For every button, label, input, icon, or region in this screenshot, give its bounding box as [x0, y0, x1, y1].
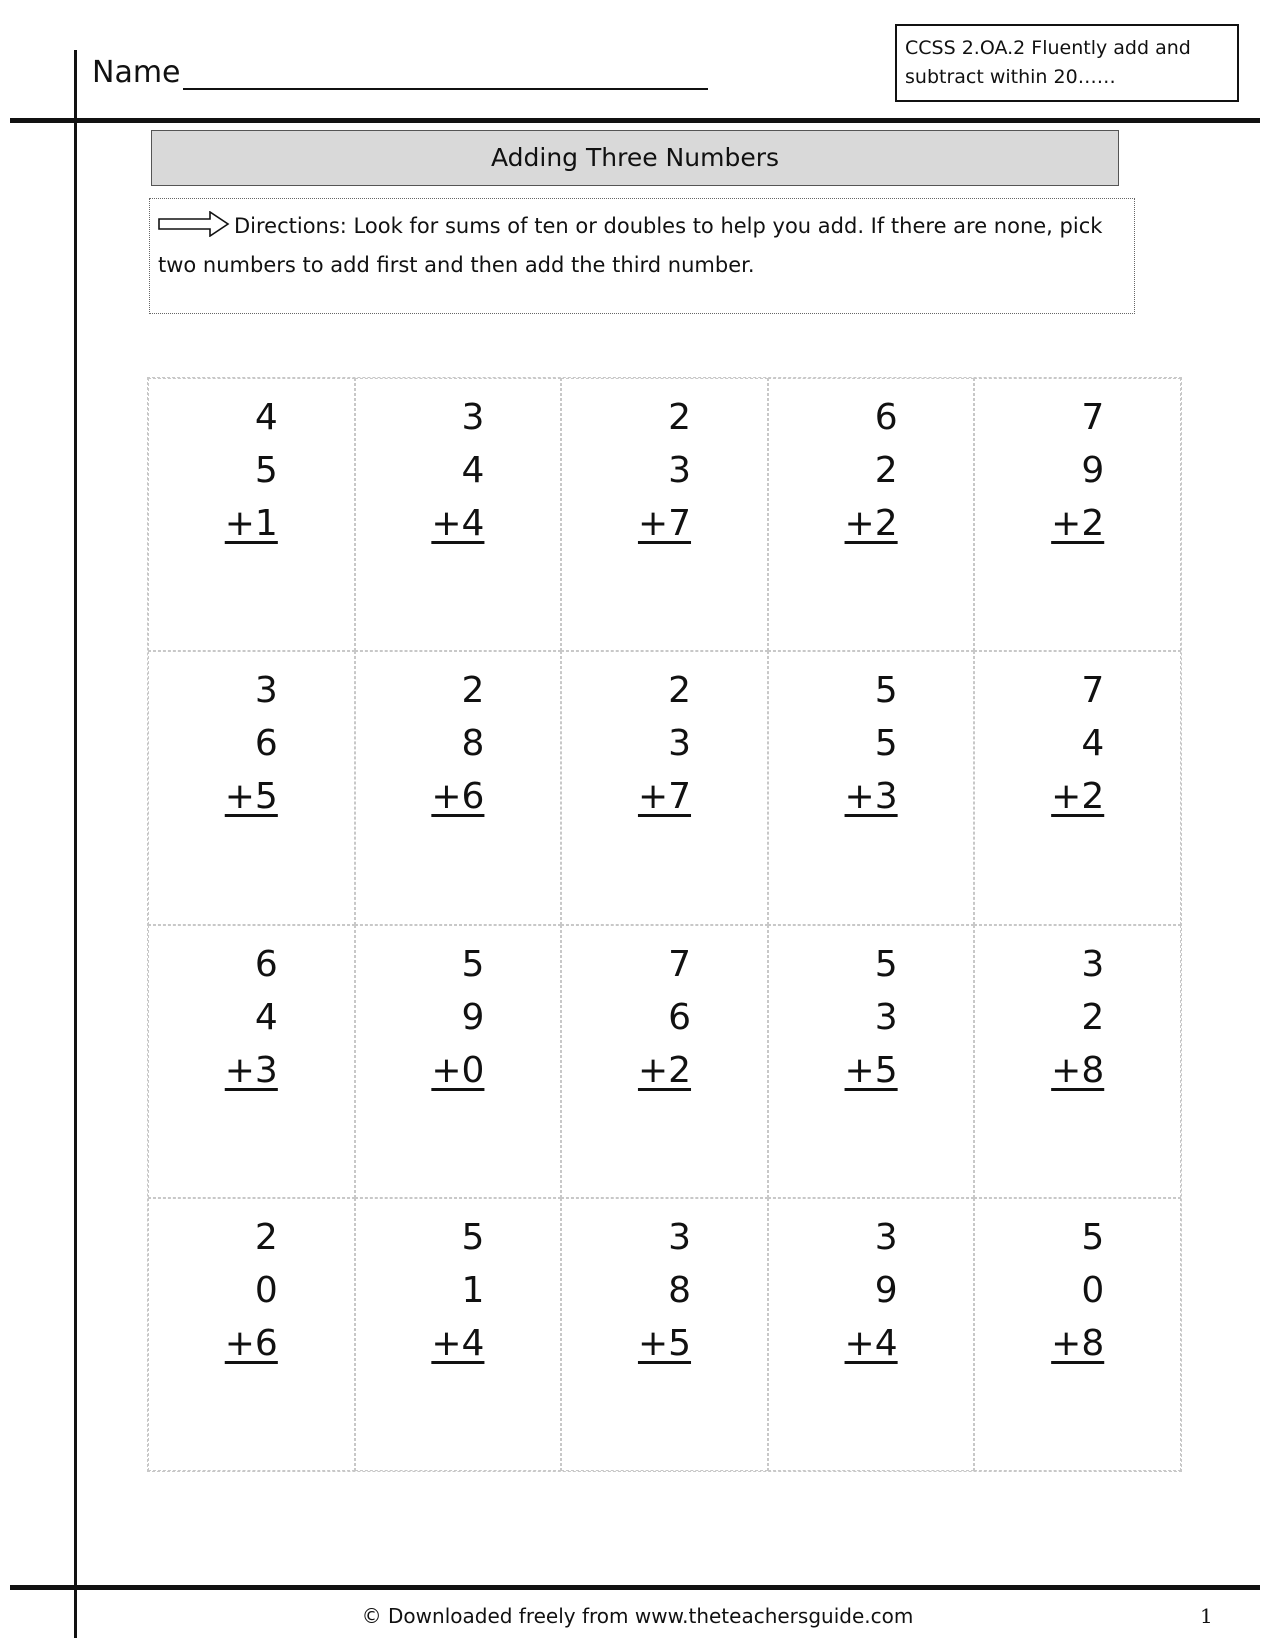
- second-addend: 3: [668, 723, 692, 765]
- problem-cell: [768, 925, 975, 1198]
- problem-cell: [974, 1198, 1181, 1471]
- first-addend: 2: [668, 670, 692, 712]
- name-label: Name: [92, 55, 181, 90]
- first-addend: 3: [1081, 943, 1105, 985]
- third-addend: +2: [1051, 503, 1105, 544]
- first-addend: 3: [254, 670, 278, 712]
- third-addend: +4: [431, 1322, 485, 1364]
- second-addend: 8: [668, 1269, 692, 1311]
- second-addend: 2: [1081, 996, 1105, 1038]
- first-addend: 7: [1081, 397, 1105, 438]
- first-addend: 5: [461, 1216, 485, 1258]
- problem-cell: [148, 1198, 355, 1471]
- addition-problem: [1051, 938, 1104, 1097]
- problem-cell: [355, 378, 562, 651]
- footer-credit: © Downloaded freely from www.theteachersguide.com: [361, 1604, 914, 1628]
- problem-cell: [355, 1198, 562, 1471]
- addition-problem: [638, 664, 691, 823]
- second-addend: 9: [1081, 450, 1105, 491]
- second-addend: 4: [254, 996, 278, 1038]
- third-addend: +2: [637, 1049, 692, 1091]
- third-addend: +5: [637, 1322, 692, 1364]
- problem-cell: [148, 925, 355, 1198]
- addition-problem: [845, 391, 898, 550]
- first-addend: 2: [668, 397, 692, 438]
- addition-problem: [638, 1211, 691, 1370]
- addition-problem: [431, 391, 484, 550]
- second-addend: 5: [254, 450, 278, 491]
- first-addend: 2: [461, 670, 485, 712]
- second-addend: 6: [254, 723, 278, 765]
- third-addend: +5: [224, 776, 278, 818]
- problem-cell: [561, 651, 768, 924]
- addition-problem: [1051, 1211, 1104, 1370]
- addition-problem: [845, 1211, 898, 1370]
- second-addend: 5: [874, 723, 898, 765]
- problem-cell: [974, 378, 1181, 651]
- problem-cell: [355, 651, 562, 924]
- third-addend: +4: [844, 1322, 898, 1364]
- first-addend: 2: [254, 1216, 278, 1258]
- second-addend: 4: [1081, 723, 1105, 765]
- first-addend: 3: [668, 1216, 692, 1258]
- third-addend: +1: [224, 503, 278, 544]
- problem-cell: [561, 1198, 768, 1471]
- second-addend: 0: [254, 1269, 278, 1311]
- second-addend: 4: [461, 450, 485, 491]
- addition-problem: [431, 1211, 484, 1370]
- first-addend: 6: [874, 397, 898, 438]
- problem-cell: [768, 651, 975, 924]
- third-addend: +8: [1051, 1049, 1105, 1091]
- addition-problem: [845, 938, 898, 1097]
- addition-problem: [225, 664, 278, 823]
- addition-problem: [225, 1211, 278, 1370]
- problem-cell: [148, 378, 355, 651]
- arrow-icon: [158, 211, 230, 248]
- first-addend: 3: [461, 397, 485, 438]
- addition-problem: [638, 938, 691, 1097]
- addition-problem: [225, 938, 278, 1097]
- addition-problem: [225, 391, 278, 550]
- problem-cell: [148, 651, 355, 924]
- third-addend: +7: [637, 503, 692, 544]
- second-addend: 0: [1081, 1269, 1105, 1311]
- problem-cell: [974, 925, 1181, 1198]
- addition-problem: [431, 938, 484, 1097]
- first-addend: 5: [874, 943, 898, 985]
- third-addend: +2: [1051, 776, 1105, 818]
- name-field: [92, 55, 708, 90]
- addition-problem: [638, 391, 691, 550]
- first-addend: 3: [874, 1216, 898, 1258]
- second-addend: 6: [668, 996, 692, 1038]
- problem-cell: [768, 378, 975, 651]
- header-rule: [10, 118, 1260, 123]
- addition-problem: [845, 664, 898, 823]
- third-addend: +6: [224, 1322, 278, 1364]
- first-addend: 6: [254, 943, 278, 985]
- problem-cell: [974, 651, 1181, 924]
- second-addend: 9: [461, 996, 485, 1038]
- third-addend: +5: [844, 1049, 898, 1091]
- first-addend: 4: [254, 397, 278, 438]
- first-addend: 7: [1081, 670, 1105, 712]
- standard-box: CCSS 2.OA.2 Fluently add and subtract within 20……: [895, 24, 1239, 102]
- directions-text: Directions: Look for sums of ten or doubles to help you add. If there are none, pick two numbers to add first and then add the third number.: [158, 214, 1103, 277]
- problem-cell: [355, 925, 562, 1198]
- second-addend: 9: [874, 1269, 898, 1311]
- addition-problem: [1051, 391, 1104, 550]
- page-number: 1: [1200, 1604, 1213, 1628]
- first-addend: 7: [668, 943, 692, 985]
- problem-grid: [147, 377, 1182, 1472]
- third-addend: +7: [637, 776, 692, 818]
- second-addend: 3: [668, 450, 692, 491]
- second-addend: 8: [461, 723, 485, 765]
- worksheet-title: Adding Three Numbers: [151, 130, 1119, 186]
- second-addend: 1: [461, 1269, 485, 1311]
- first-addend: 5: [1081, 1216, 1105, 1258]
- third-addend: +3: [844, 776, 898, 818]
- name-blank-line: [183, 58, 708, 90]
- addition-problem: [431, 664, 484, 823]
- second-addend: 3: [874, 996, 898, 1038]
- addition-problem: [1051, 664, 1104, 823]
- directions-box: [149, 198, 1135, 314]
- first-addend: 5: [461, 943, 485, 985]
- problem-cell: [561, 925, 768, 1198]
- problem-cell: [561, 378, 768, 651]
- third-addend: +3: [224, 1049, 278, 1091]
- third-addend: +6: [431, 776, 485, 818]
- third-addend: +4: [431, 503, 485, 544]
- third-addend: +8: [1051, 1322, 1105, 1364]
- third-addend: +0: [431, 1049, 485, 1091]
- footer-rule: [10, 1585, 1260, 1590]
- problem-cell: [768, 1198, 975, 1471]
- margin-vertical-rule: [74, 50, 77, 1638]
- third-addend: +2: [844, 503, 898, 544]
- first-addend: 5: [874, 670, 898, 712]
- second-addend: 2: [874, 450, 898, 491]
